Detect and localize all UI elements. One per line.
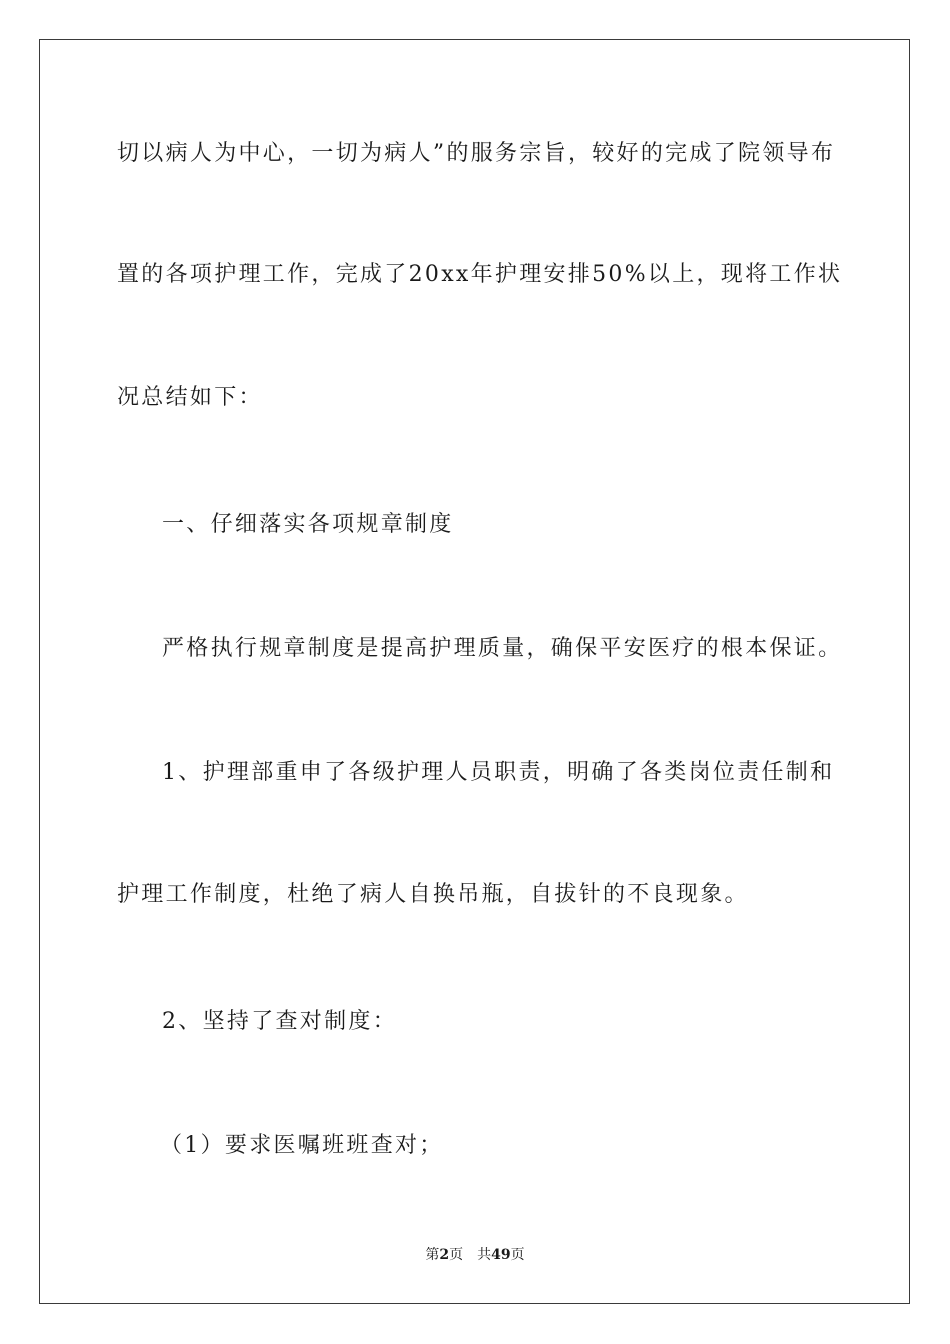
sub-list-item-1: （1）要求医嘱班班查对； <box>160 1133 444 1158</box>
page-prefix: 第 <box>425 1247 440 1263</box>
total-pages: 49 <box>491 1247 511 1263</box>
list-item-1-line-2: 护理工作制度，杜绝了病人自换吊瓶，自拔针的不良现象。 <box>117 882 749 907</box>
total-suffix: 页 <box>510 1247 525 1263</box>
list-item-1-line-1: 1、护理部重申了各级护理人员职责，明确了各类岗位责任制和 <box>162 760 835 785</box>
page-border <box>39 39 910 1304</box>
page-number: 2 <box>439 1247 450 1263</box>
page-suffix: 页 <box>449 1247 464 1263</box>
list-item-2: 2、坚持了查对制度： <box>162 1009 397 1034</box>
total-prefix: 共 <box>477 1247 492 1263</box>
body-text-line-1: 切以病人为中心，一切为病人”的服务宗旨，较好的完成了院领导布 <box>117 141 836 166</box>
body-text-line-2: 置的各项护理工作，完成了20xx年护理安排50%以上，现将工作状 <box>117 262 843 287</box>
page-footer <box>0 1246 950 1264</box>
section-heading-1: 一、仔细落实各项规章制度 <box>162 512 454 537</box>
body-text-line-5: 严格执行规章制度是提高护理质量，确保平安医疗的根本保证。 <box>162 636 843 661</box>
body-text-line-3: 况总结如下： <box>117 385 263 410</box>
